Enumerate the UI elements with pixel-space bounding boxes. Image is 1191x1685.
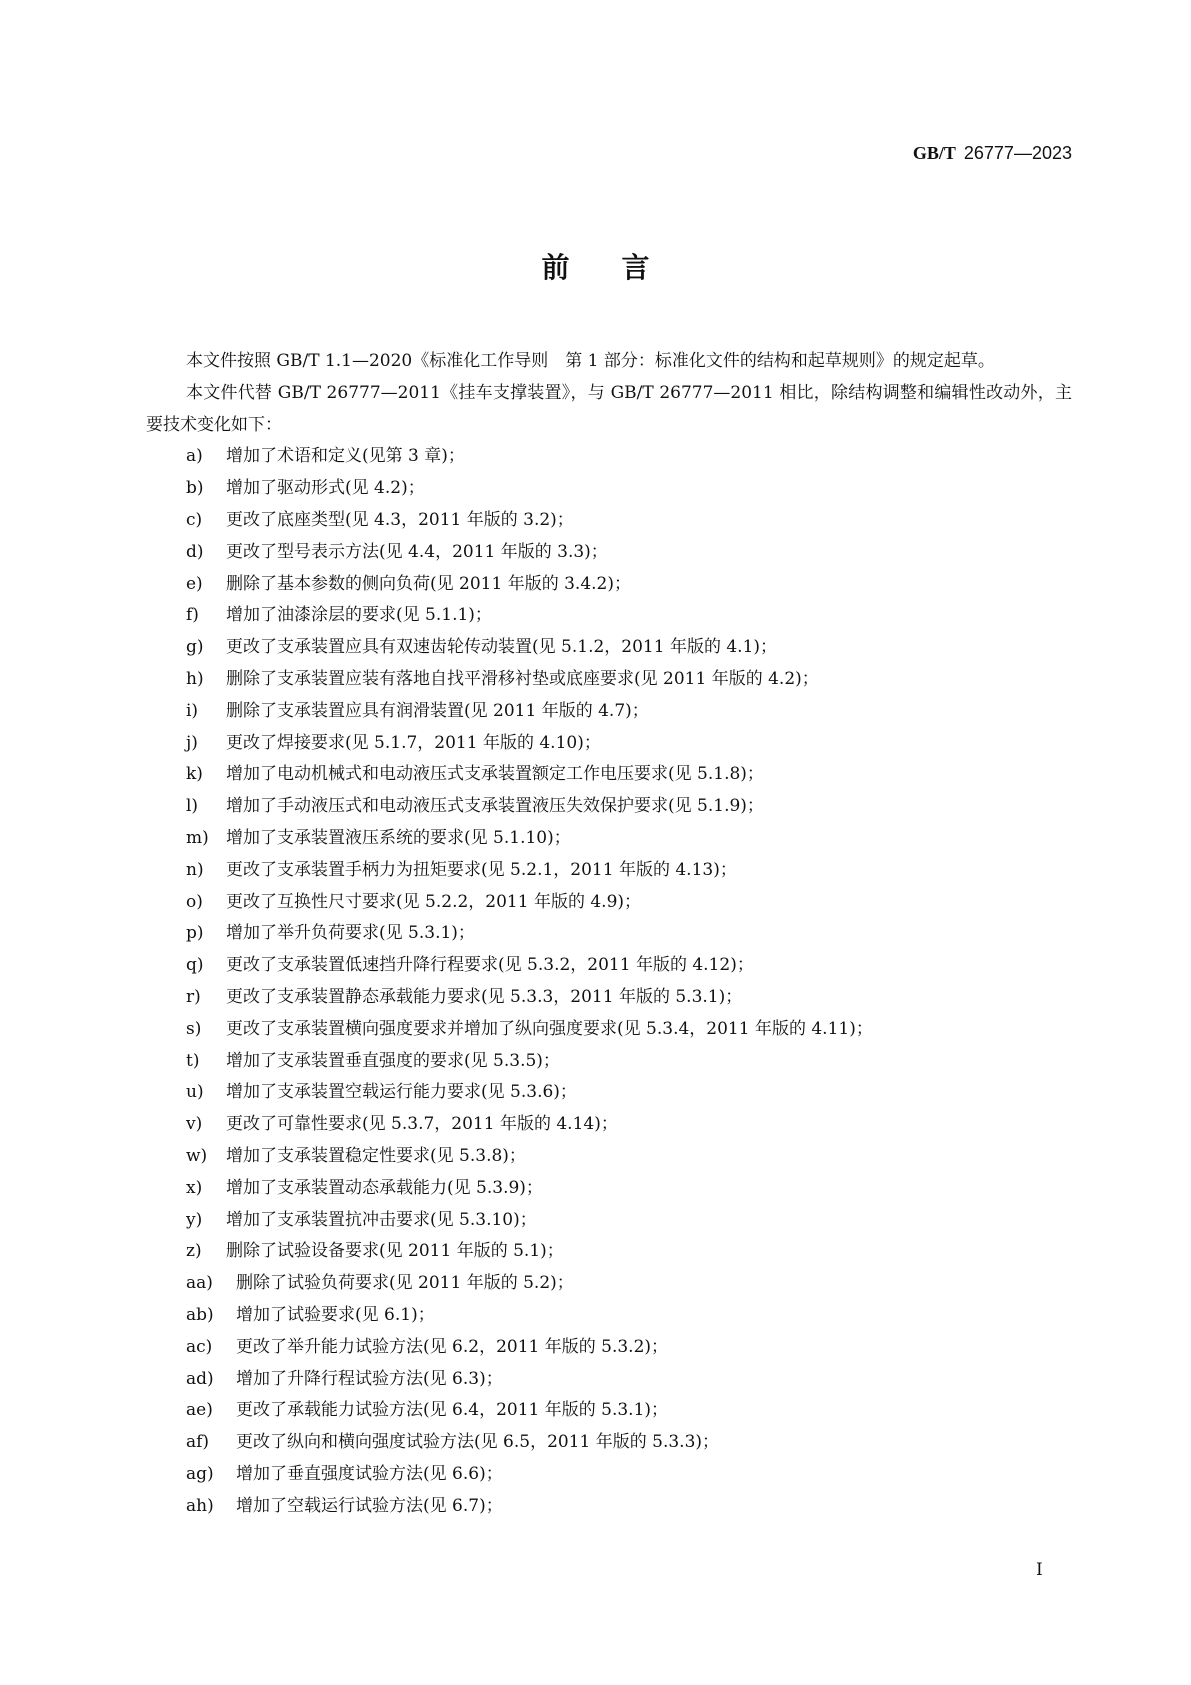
list-item [146, 950, 1072, 982]
list-text: 更改了纵向和横向强度试验方法(见 6.5，2011 年版的 5.3.3)； [236, 1432, 720, 1453]
list-text: 增加了术语和定义(见第 3 章)； [226, 446, 465, 467]
list-item [146, 918, 1072, 950]
paragraph: 本文件代替 GB/T 26777—2011《挂车支撑装置》，与 GB/T 26777—2011 相比，除结构调整和编辑性改动外，主要技术变化如下： [146, 382, 1072, 435]
list-text: 增加了空载运行试验方法(见 6.7)； [236, 1495, 503, 1516]
list-text: 更改了型号表示方法(见 4.4，2011 年版的 3.3)； [226, 541, 608, 562]
list-item [146, 728, 1072, 760]
list-item [146, 791, 1072, 823]
list-marker: q) [186, 955, 204, 976]
list-item [146, 1141, 1072, 1173]
list-text: 增加了支承装置垂直强度的要求(见 5.3.5)； [226, 1050, 560, 1071]
list-text: 增加了支承装置液压系统的要求(见 5.1.10)； [226, 827, 571, 848]
list-text: 更改了焊接要求(见 5.1.7，2011 年版的 4.10)； [226, 732, 601, 753]
list-marker: x) [186, 1177, 203, 1198]
list-text: 增加了支承装置稳定性要求(见 5.3.8)； [226, 1145, 526, 1166]
list-item [146, 664, 1072, 696]
list-item [146, 1109, 1072, 1141]
list-marker: v) [186, 1114, 203, 1135]
list-marker: ah) [186, 1495, 214, 1516]
list-item [146, 441, 1072, 473]
list-marker: z) [186, 1241, 202, 1262]
list-item [146, 473, 1072, 505]
list-marker: o) [186, 891, 203, 912]
list-marker: ac) [186, 1336, 213, 1357]
list-text: 增加了油漆涂层的要求(见 5.1.1)； [226, 605, 492, 626]
list-item [146, 1332, 1072, 1364]
list-marker: w) [186, 1145, 208, 1166]
list-item [146, 982, 1072, 1014]
list-marker: m) [186, 827, 209, 848]
list-item [146, 1427, 1072, 1459]
list-marker: c) [186, 509, 203, 530]
list-marker: y) [186, 1209, 203, 1230]
list-item [146, 537, 1072, 569]
list-item [146, 1014, 1072, 1046]
list-text: 增加了支承装置空载运行能力要求(见 5.3.6)； [226, 1082, 577, 1103]
list-text: 增加了举升负荷要求(见 5.3.1)； [226, 923, 475, 944]
list-marker: u) [186, 1082, 204, 1103]
list-marker: ae) [186, 1400, 213, 1421]
list-item [146, 696, 1072, 728]
list-text: 更改了支承装置应具有双速齿轮传动装置(见 5.1.2，2011 年版的 4.1)； [226, 637, 778, 658]
list-marker: r) [186, 986, 201, 1007]
list-marker: ag) [186, 1463, 214, 1484]
list-text: 增加了垂直强度试验方法(见 6.6)； [236, 1463, 503, 1484]
list-text: 更改了承载能力试验方法(见 6.4，2011 年版的 5.3.1)； [236, 1400, 669, 1421]
list-marker: ad) [186, 1368, 214, 1389]
page-title: 前言 [541, 251, 702, 284]
list-item [146, 600, 1072, 632]
list-marker: l) [186, 796, 199, 817]
standard-number: 26777—2023 [963, 143, 1072, 163]
list-marker: ab) [186, 1304, 214, 1325]
list-marker: k) [186, 764, 203, 785]
page-number: I [1036, 1560, 1043, 1580]
list-text: 增加了支承装置动态承载能力(见 5.3.9)； [226, 1177, 543, 1198]
list-marker: i) [186, 700, 199, 721]
list-marker: b) [186, 478, 204, 499]
list-item [146, 1364, 1072, 1396]
list-marker: s) [186, 1018, 202, 1039]
list-marker: af) [186, 1432, 210, 1453]
list-text: 更改了支承装置低速挡升降行程要求(见 5.3.2，2011 年版的 4.12)； [226, 955, 754, 976]
list-text: 更改了举升能力试验方法(见 6.2，2011 年版的 5.3.2)； [236, 1336, 669, 1357]
list-item [146, 1300, 1072, 1332]
list-marker: p) [186, 923, 204, 944]
list-text: 增加了试验要求(见 6.1)； [236, 1304, 435, 1325]
list-text: 更改了支承装置静态承载能力要求(见 5.3.3，2011 年版的 5.3.1)； [226, 986, 743, 1007]
list-text: 增加了支承装置抗冲击要求(见 5.3.10)； [226, 1209, 537, 1230]
list-text: 删除了试验设备要求(见 2011 年版的 5.1)； [226, 1241, 564, 1262]
list-marker: a) [186, 446, 203, 467]
list-item [146, 1268, 1072, 1300]
list-text: 增加了手动液压式和电动液压式支承装置液压失效保护要求(见 5.1.9)； [226, 796, 764, 817]
standard-prefix: GB/T [912, 143, 956, 163]
list-item [146, 505, 1072, 537]
list-text: 更改了支承装置横向强度要求并增加了纵向强度要求(见 5.3.4，2011 年版的 4.11)； [226, 1018, 873, 1039]
list-marker: j) [186, 732, 198, 753]
list-item [146, 823, 1072, 855]
paragraph: 本文件按照 GB/T 1.1—2020《标准化工作导则 第 1 部分：标准化文件的结构和起草规则》的规定起草。 [186, 351, 995, 371]
list-item [146, 1205, 1072, 1237]
list-marker: d) [186, 541, 204, 562]
list-item [146, 569, 1072, 601]
list-item [146, 1046, 1072, 1078]
document-body [146, 346, 1072, 1522]
list-marker: t) [186, 1050, 200, 1071]
list-text: 删除了试验负荷要求(见 2011 年版的 5.2)； [236, 1273, 574, 1294]
document-header [913, 143, 1072, 164]
list-item [146, 1459, 1072, 1491]
list-item [146, 759, 1072, 791]
list-text: 增加了驱动形式(见 4.2)； [226, 478, 425, 499]
list-text: 增加了电动机械式和电动液压式支承装置额定工作电压要求(见 5.1.8)； [226, 764, 764, 785]
list-text: 删除了支承装置应装有落地自找平滑移衬垫或底座要求(见 2011 年版的 4.2)； [226, 668, 819, 689]
list-text: 更改了互换性尺寸要求(见 5.2.2，2011 年版的 4.9)； [226, 891, 642, 912]
list-item [146, 1491, 1072, 1523]
list-marker: e) [186, 573, 203, 594]
list-text: 删除了支承装置应具有润滑装置(见 2011 年版的 4.7)； [226, 700, 649, 721]
list-marker: h) [186, 668, 204, 689]
list-item [146, 1173, 1072, 1205]
list-text: 更改了支承装置手柄力为扭矩要求(见 5.2.1，2011 年版的 4.13)； [226, 859, 737, 880]
list-item [146, 887, 1072, 919]
list-text: 删除了基本参数的侧向负荷(见 2011 年版的 3.4.2)； [226, 573, 631, 594]
list-marker: f) [186, 605, 199, 626]
list-marker: aa) [186, 1273, 213, 1294]
list-text: 更改了可靠性要求(见 5.3.7，2011 年版的 4.14)； [226, 1114, 618, 1135]
list-item [146, 1077, 1072, 1109]
list-text: 增加了升降行程试验方法(见 6.3)； [236, 1368, 503, 1389]
change-list [146, 441, 1072, 1522]
list-marker: g) [186, 637, 204, 658]
list-text: 更改了底座类型(见 4.3，2011 年版的 3.2)； [226, 509, 574, 530]
list-item [146, 1236, 1072, 1268]
list-marker: n) [186, 859, 204, 880]
list-item [146, 855, 1072, 887]
list-item [146, 632, 1072, 664]
list-item [146, 1395, 1072, 1427]
